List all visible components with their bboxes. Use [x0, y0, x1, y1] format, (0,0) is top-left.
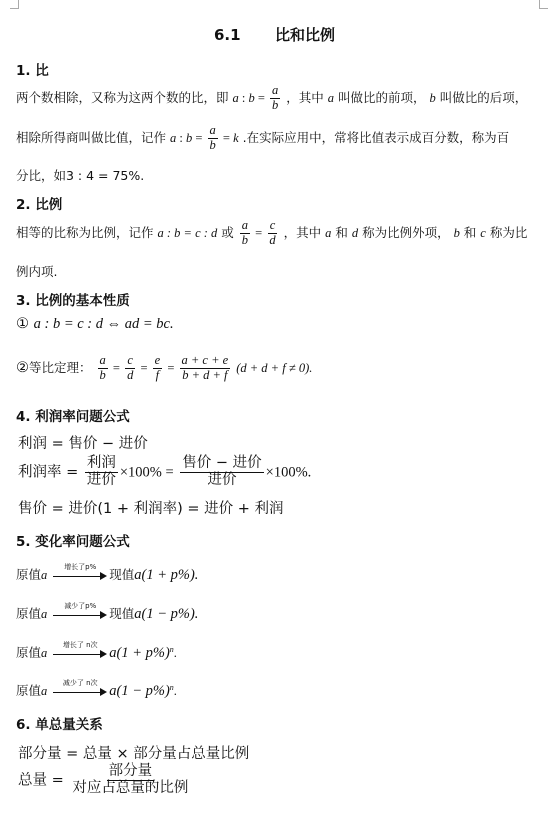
total-formula: 总量 = $\frac{\text{部分量}}{\text{对应占总量的比例}}$	[18, 763, 189, 796]
section-2-heading: 2. 比例	[16, 197, 63, 213]
part-formula: 部分量 = 总量 × 部分量占总量比例	[18, 746, 250, 762]
change-row-3: 原值a 增长了 n次 $a(1 + p\%)^n$.	[16, 640, 177, 661]
section-3-heading: 3. 比例的基本性质	[16, 293, 130, 309]
section-1-line-2: 相除所得商叫做比值，记作 a : b = $\frac{a}{b}$ = k .在实际应用中，常将比值表示成百分数，称为百	[16, 123, 510, 152]
arrow-decrease: 减少了p%	[53, 609, 107, 621]
profit-formula-1: 利润 = 售价 − 进价	[18, 436, 148, 452]
change-row-4: 原值a 减少了 n次 $a(1 - p\%)^n$.	[16, 678, 177, 699]
change-row-1: 原值a 增长了p% 现值a(1 + p%).	[16, 562, 199, 583]
change-row-2: 原值a 减少了p% 现值a(1 − p%).	[16, 601, 199, 622]
corner-mark-top-right	[539, 0, 548, 9]
fraction-a-over-b-3: $\frac{a}{b}$	[241, 218, 249, 247]
fraction-margin-over-cost: $\frac{\text{售价 − 进价}}{\text{进价}}$	[182, 455, 262, 488]
title-number: 6.1	[214, 26, 241, 44]
page-title	[214, 24, 335, 45]
title-text: 比和比例	[275, 26, 336, 44]
fraction-profit-over-cost: $\frac{\text{利润}}{\text{进价}}$	[86, 455, 116, 488]
section-5-heading: 5. 变化率问题公式	[16, 534, 130, 550]
fraction-a-over-b-4: $\frac{a}{b}$	[99, 353, 106, 382]
section-1-line-3: 分比，如3 : 4 = 75%.	[16, 168, 145, 183]
fraction-a-over-b: $\frac{a}{b}$	[272, 83, 279, 112]
fraction-part-over-ratio: $\frac{\text{部分量}}{\text{对应占总量的比例}}$	[72, 763, 189, 796]
section-4-heading: 4. 利润率问题公式	[16, 409, 130, 425]
arrow-increase: 增长了p%	[53, 570, 107, 582]
fraction-e-over-f: $\frac{e}{f}$	[154, 353, 161, 382]
property-item-1: ① a : b = c : d ⇔ ad = bc.	[16, 316, 174, 332]
fraction-a-over-b-2: $\frac{a}{b}$	[209, 123, 216, 152]
price-formula: 售价 = 进价(1 + 利润率) = 进价 + 利润	[18, 501, 284, 517]
section-2-line-2: 例内项.	[16, 264, 58, 279]
profit-rate-formula: 利润率 = $\frac{\text{利润}}{\text{进价}}$ ×100% = $\frac{\text{售价 − 进价}}{\text{进价}}$ ×100%.	[18, 455, 312, 488]
ratio-expr: a	[232, 90, 239, 105]
fraction-c-over-d: $\frac{c}{d}$	[269, 218, 276, 247]
section-2-line-1: 相等的比称为比例，记作 a : b = c : d 或 $\frac{a}{b}$ = $\frac{c}{d}$ ，其中 a 和 d 称为比例外项， b 和 c 称为比	[16, 218, 528, 247]
corner-mark-top-left	[10, 0, 19, 9]
section-1-heading: 1. 比	[16, 63, 49, 79]
arrow-increase-n: 增长了 n次	[53, 648, 107, 660]
fraction-c-over-d-2: $\frac{c}{d}$	[127, 353, 134, 382]
arrow-decrease-n: 减少了 n次	[53, 686, 107, 698]
section-6-heading: 6. 单总量关系	[16, 717, 103, 733]
section-1-line-1: 两个数相除，又称为这两个数的比，即 a : b = $\frac{a}{b}$ ，其中 a 叫做比的前项， b 叫做比的后项，	[16, 83, 528, 112]
fraction-sum-ratio: $\frac{a + c + e}{b + d + f}$	[181, 353, 229, 382]
property-item-2: ②等比定理： $\frac{a}{b}$ = $\frac{c}{d}$ = $\frac{e}{f}$ = $\frac{a + c + e}{b + d + f}$ (d + d + f ≠ 0).	[16, 353, 313, 382]
